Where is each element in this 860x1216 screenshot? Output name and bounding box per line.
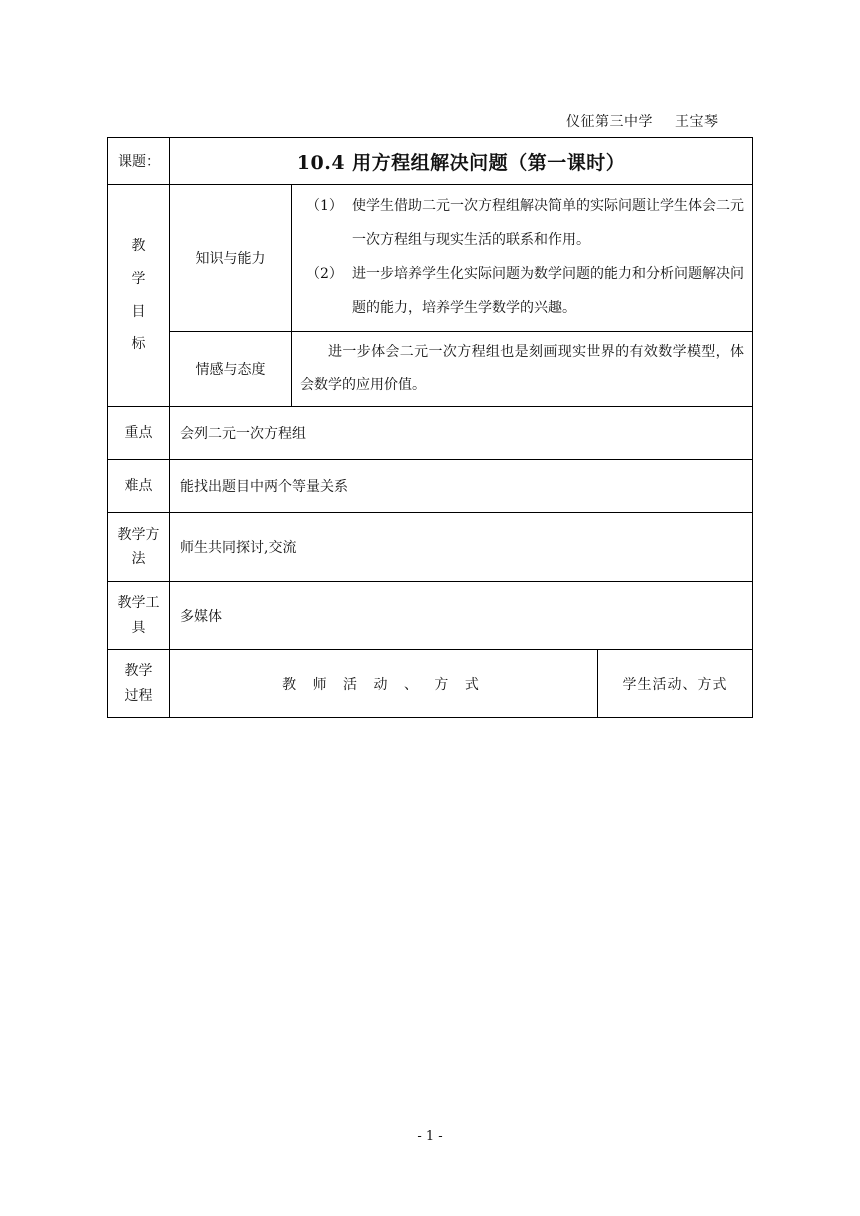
tools-text: 多媒体 bbox=[170, 582, 753, 650]
teacher-activity-header: 教 师 活 动 、 方 式 bbox=[170, 650, 598, 718]
method-label-line: 法 bbox=[131, 551, 146, 567]
process-label-line: 教学 bbox=[124, 663, 153, 679]
goals-label-char: 标 bbox=[131, 336, 146, 353]
tools-label-line: 教学工 bbox=[117, 595, 160, 611]
method-text: 师生共同探讨,交流 bbox=[170, 513, 753, 582]
tools-row bbox=[108, 582, 753, 650]
attitude-row bbox=[108, 332, 753, 407]
key-point-label: 重点 bbox=[108, 407, 170, 460]
tools-label bbox=[108, 582, 170, 650]
title-row bbox=[108, 138, 753, 185]
process-row bbox=[108, 650, 753, 718]
difficulty-label: 难点 bbox=[108, 460, 170, 513]
goal-text: 进一步培养学生化实际问题为数学问题的能力和分析问题解决问题的能力，培养学生学数学的兴趣。 bbox=[352, 266, 745, 316]
goals-label bbox=[108, 185, 170, 407]
attitude-label: 情感与态度 bbox=[170, 332, 292, 407]
process-label bbox=[108, 650, 170, 718]
method-label bbox=[108, 513, 170, 582]
header-line bbox=[566, 111, 719, 131]
lesson-plan-table bbox=[107, 137, 753, 718]
key-point-text: 会列二元一次方程组 bbox=[170, 407, 753, 460]
goal-text: 使学生借助二元一次方程组解决简单的实际问题让学生体会二元一次方程组与现实生活的联系和作用。 bbox=[352, 198, 745, 248]
knowledge-label: 知识与能力 bbox=[170, 185, 292, 332]
goals-label-char: 目 bbox=[131, 303, 146, 320]
goal-item bbox=[300, 257, 744, 325]
method-row bbox=[108, 513, 753, 582]
student-activity-header: 学生活动、方式 bbox=[598, 650, 753, 718]
goals-label-char: 教 bbox=[131, 237, 146, 254]
knowledge-row bbox=[108, 185, 753, 332]
title-label: 课题： bbox=[108, 138, 170, 185]
goal-number: （2） bbox=[306, 266, 343, 282]
key-point-row bbox=[108, 407, 753, 460]
attitude-text: 进一步体会二元一次方程组也是刻画现实世界的有效数学模型，体会数学的应用价值。 bbox=[292, 332, 753, 407]
tools-label-line: 具 bbox=[131, 619, 146, 636]
goal-item bbox=[300, 189, 744, 257]
process-label-line: 过程 bbox=[124, 687, 153, 704]
difficulty-row bbox=[108, 460, 753, 513]
goals-label-char: 学 bbox=[131, 270, 146, 287]
lesson-title: 10.4 用方程组解决问题（第一课时） bbox=[170, 138, 753, 185]
difficulty-text: 能找出题目中两个等量关系 bbox=[170, 460, 753, 513]
page-number: - 1 - bbox=[417, 1129, 443, 1144]
school-name: 仪征第三中学 bbox=[566, 114, 653, 130]
author-name: 王宝琴 bbox=[675, 114, 719, 130]
knowledge-goals bbox=[292, 185, 753, 332]
goal-number: （1） bbox=[306, 198, 343, 214]
method-label-line: 教学方 bbox=[117, 526, 160, 543]
